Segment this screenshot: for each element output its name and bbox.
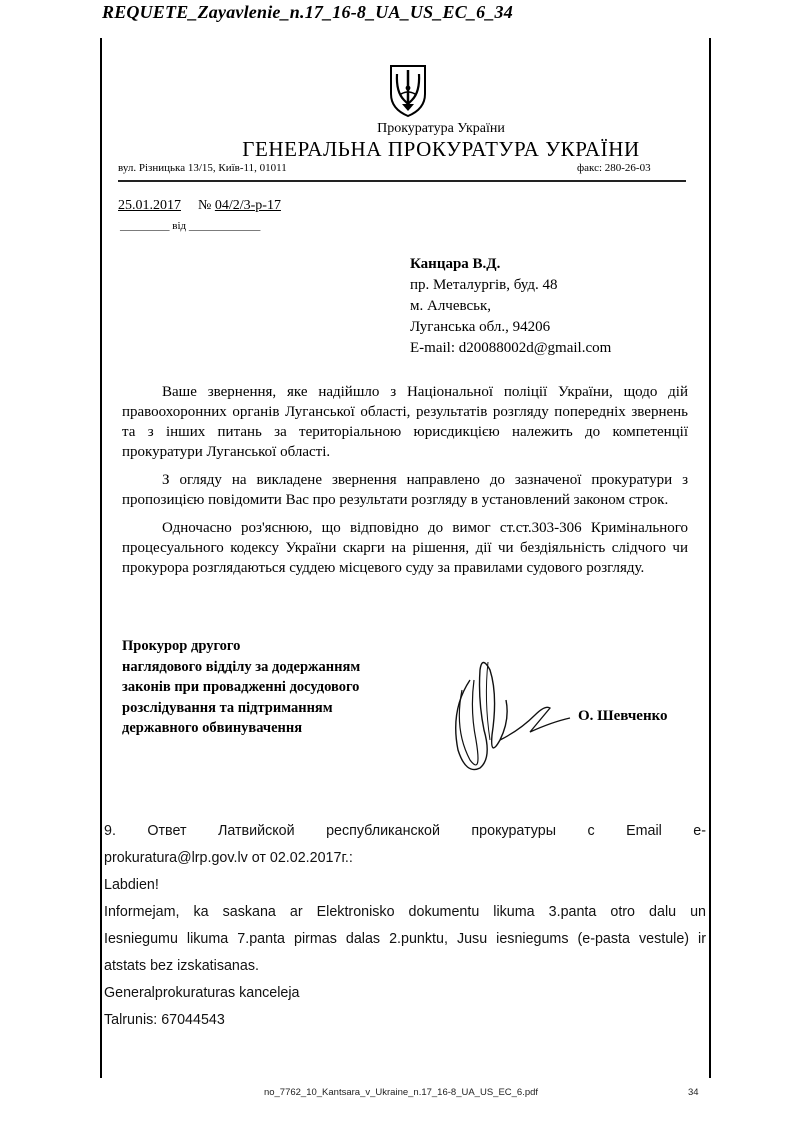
position-line: наглядового відділу за додержанням <box>122 658 361 675</box>
blank-prefix: _________ <box>120 220 170 232</box>
recipient-city: м. Алчевськ, <box>410 298 492 314</box>
recipient-block <box>410 254 611 359</box>
position-line: розслідування та підтриманням <box>122 699 333 716</box>
organization-full-name: ГЕНЕРАЛЬНА ПРОКУРАТУРА УКРАЇНИ <box>242 137 640 161</box>
recipient-email: E-mail: d20088002d@gmail.com <box>410 340 612 356</box>
section-9-info-line2: Iesniegumu likuma 7.panta pirmas dalas 2.punktu, Jusu iesniegums (e-pasta vestule) ir <box>104 931 706 947</box>
section-9-office: Generalprokuraturas kanceleja <box>104 985 300 1001</box>
left-margin-line <box>100 38 102 1078</box>
organization-fax: факс: 280-26-03 <box>577 162 651 174</box>
position-line: Прокурор другого <box>122 638 241 654</box>
letter-paragraph: З огляду на викладене звернення направлено до зазначеної прокуратури з пропозицією повідомити Вас про результати розгляду в установлений законом строк. <box>122 472 688 508</box>
section-9-phone: Talrunis: 67044543 <box>104 1012 225 1028</box>
letter-number: 04/2/3-р-17 <box>214 198 281 213</box>
position-line: державного обвинувачення <box>122 720 303 736</box>
section-9-info-line1: Informejam, ka saskana ar Elektronisko dokumentu likuma 3.panta otro dalu un <box>104 904 706 920</box>
document-title: REQUETE_Zayavlenie_n.17_16-8_UA_US_EC_6_34 <box>102 2 513 22</box>
number-label: № <box>198 198 212 213</box>
blank-suffix: _____________ <box>188 220 261 232</box>
section-9-heading-line1: 9. Ответ Латвийской республиканской прокуратуры с Email e- <box>104 823 706 839</box>
section-9-heading-line2: prokuratura@lrp.gov.lv от 02.02.2017г.: <box>104 850 353 866</box>
signer-name: О. Шевченко <box>578 708 668 724</box>
letter-date: 25.01.2017 <box>118 198 181 213</box>
section-9-info-line3: atstats bez izskatisanas. <box>104 958 259 974</box>
page-number: 34 <box>688 1087 699 1098</box>
trident-emblem-icon <box>388 64 428 118</box>
recipient-name: Канцара В.Д. <box>410 256 501 272</box>
letter-paragraph: Одночасно роз'яснюю, що відповідно до вимог ст.ст.303-306 Кримінального процесуального кодексу України скарги на рішення, дії чи бездіяльність слідчого чи прокурора розглядаються суддею місцевого суду за правилами судового розгляду. <box>122 520 688 576</box>
position-line: законів при провадженні досудового <box>122 679 360 695</box>
letterhead-divider <box>118 180 686 182</box>
letter-paragraph: Ваше звернення, яке надійшло з Національної поліції України, щодо дій правоохоронних органів Луганської області, результатів розгляду попередніх звернень та з інших питань за територіальною юрисдикцією належить до компетенції прокуратури Луганської області. <box>122 384 688 460</box>
organization-address: вул. Різницька 13/15, Київ-11, 01011 <box>118 162 287 174</box>
section-9-greeting: Labdien! <box>104 877 159 893</box>
reference-from-line <box>120 220 260 232</box>
letter-body <box>122 382 688 586</box>
handwritten-signature <box>440 640 580 780</box>
reference-line <box>118 198 281 214</box>
section-9-text <box>104 818 706 1034</box>
from-label: від <box>172 220 187 232</box>
recipient-region: Луганська обл., 94206 <box>410 319 551 335</box>
organization-short-name: Прокуратура України <box>377 121 505 136</box>
right-margin-line <box>709 38 711 1078</box>
signer-position <box>122 636 360 739</box>
footer-filename: no_7762_10_Kantsara_v_Ukraine_n.17_16-8_UA_US_EC_6.pdf <box>263 1087 539 1098</box>
recipient-street: пр. Металургів, буд. 48 <box>410 277 558 293</box>
